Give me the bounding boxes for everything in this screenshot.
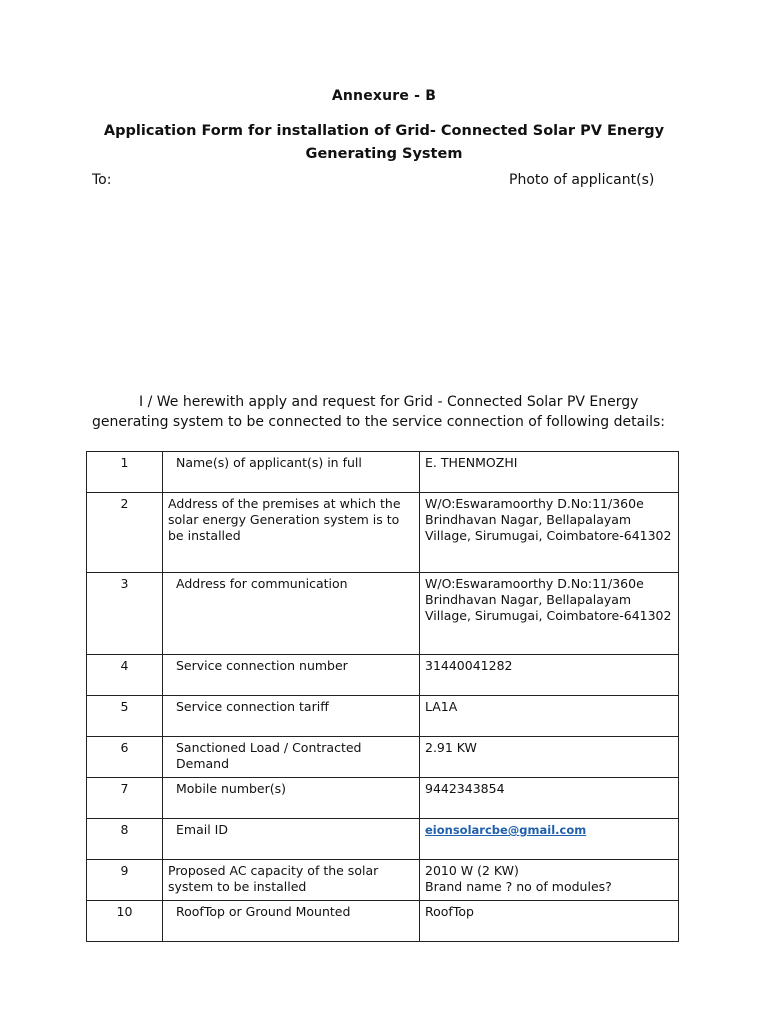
table-row (87, 860, 679, 901)
form-title: Application Form for installation of Grid- Connected Solar PV Energy Generating System (103, 123, 665, 162)
row-number: 3 (87, 573, 163, 655)
row-value-line: 2010 W (2 KW) (425, 863, 519, 878)
row-field-label: Service connection tariff (176, 699, 329, 714)
table-row (87, 452, 679, 493)
table-row (87, 696, 679, 737)
row-value: E. THENMOZHI (420, 452, 679, 493)
row-field-label: Email ID (176, 822, 228, 837)
row-number: 2 (87, 493, 163, 573)
row-number: 7 (87, 778, 163, 819)
row-value-line: Brand name ? no of modules? (425, 879, 612, 894)
request-line-1: I / We herewith apply and request for Grid - Connected Solar PV Energy (139, 394, 639, 410)
table-row (87, 737, 679, 778)
row-field-label: Name(s) of applicant(s) in full (176, 455, 362, 470)
table-row (87, 778, 679, 819)
table-row (87, 573, 679, 655)
row-number: 4 (87, 655, 163, 696)
row-field-label: Address for communication (176, 576, 348, 591)
row-value: 2.91 KW (420, 737, 679, 778)
row-field (163, 452, 420, 493)
row-value: 9442343854 (420, 778, 679, 819)
email-link[interactable]: eionsolarcbe@gmail.com (425, 823, 587, 837)
row-value (420, 860, 679, 901)
row-field-label: Service connection number (176, 658, 348, 673)
row-field-label: Sanctioned Load / Contracted Demand (176, 740, 362, 771)
row-field (163, 901, 420, 942)
row-number: 6 (87, 737, 163, 778)
row-value: W/O:Eswaramoorthy D.No:11/360e Brindhavan Nagar, Bellapalayam Village, Sirumugai, Coimbatore-641302 (420, 493, 679, 573)
row-field (163, 819, 420, 860)
row-number: 9 (87, 860, 163, 901)
row-number: 8 (87, 819, 163, 860)
row-field: Proposed AC capacity of the solar system to be installed (163, 860, 420, 901)
details-table (86, 451, 679, 942)
row-value (420, 819, 679, 860)
row-number: 10 (87, 901, 163, 942)
row-field (163, 655, 420, 696)
row-field (163, 696, 420, 737)
table-row (87, 901, 679, 942)
row-number: 1 (87, 452, 163, 493)
row-value: RoofTop (420, 901, 679, 942)
row-value: W/O:Eswaramoorthy D.No:11/360e Brindhavan Nagar, Bellapalayam Village, Sirumugai, Coimbatore-641302 (420, 573, 679, 655)
row-field (163, 573, 420, 655)
row-number: 5 (87, 696, 163, 737)
request-paragraph (92, 392, 692, 432)
table-row (87, 819, 679, 860)
row-field-label: Mobile number(s) (176, 781, 287, 796)
row-field: Address of the premises at which the solar energy Generation system is to be installed (163, 493, 420, 573)
row-value: LA1A (420, 696, 679, 737)
row-field (163, 778, 420, 819)
row-field (163, 737, 420, 778)
photo-label: Photo of applicant(s) (509, 172, 655, 188)
request-line-2: generating system to be connected to the service connection of following details: (92, 414, 665, 430)
to-label: To: (92, 172, 112, 188)
row-field-label: RoofTop or Ground Mounted (176, 904, 351, 919)
row-value: 31440041282 (420, 655, 679, 696)
table-row (87, 493, 679, 573)
table-row (87, 655, 679, 696)
annexure-heading: Annexure - B (331, 88, 437, 104)
